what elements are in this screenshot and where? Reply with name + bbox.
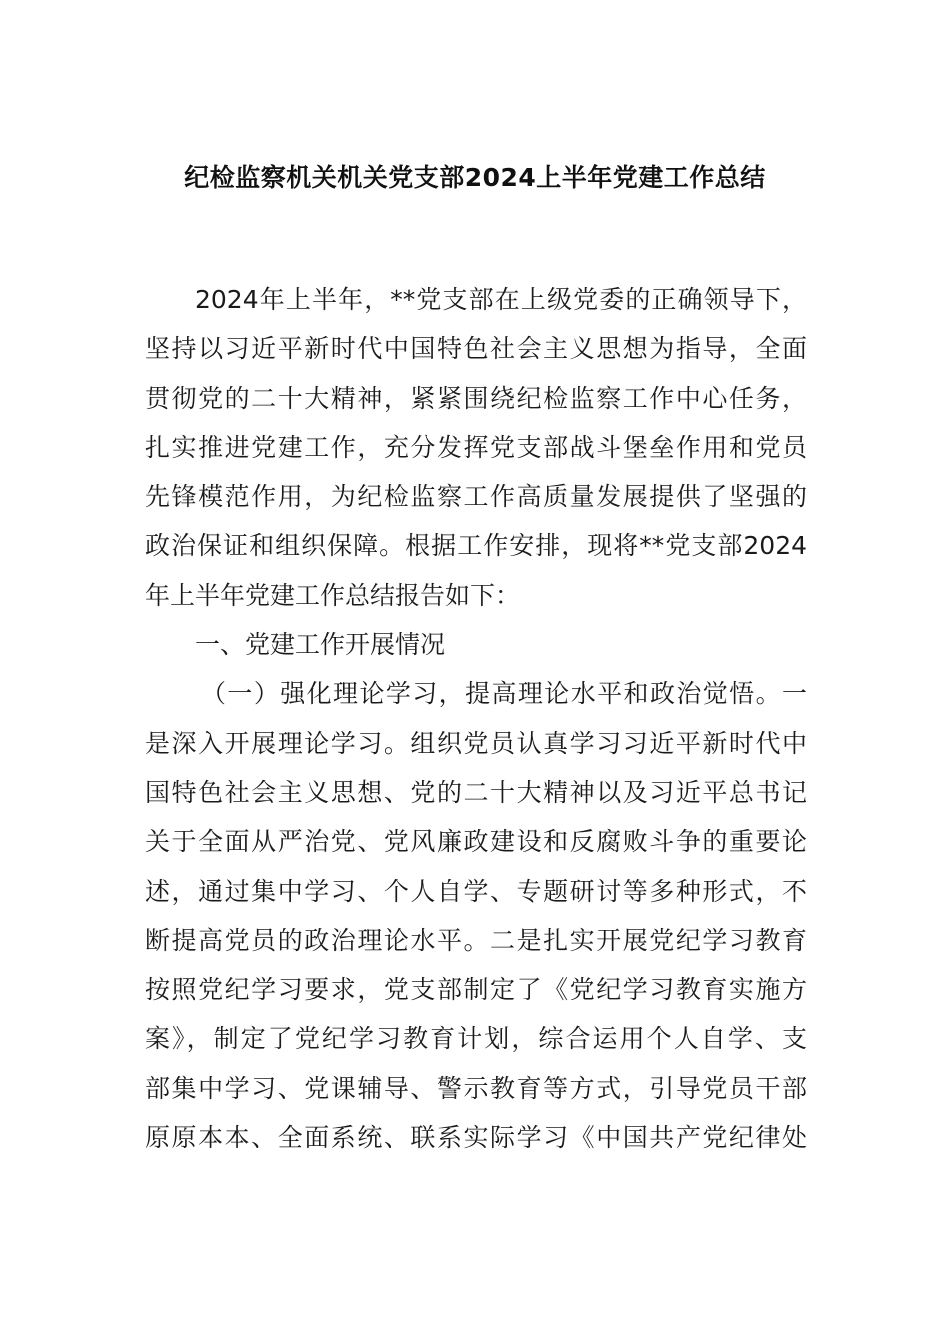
paragraph-line: 关于全面从严治党、党风廉政建设和反腐败斗争的重要论 [145, 827, 807, 857]
paragraph-line: 政治保证和组织保障。根据工作安排，现将**党支部2024 [145, 531, 808, 561]
section-heading: 一、党建工作开展情况 [195, 630, 446, 660]
document-body [145, 275, 807, 1162]
paragraph-line: 2024年上半年，**党支部在上级党委的正确领导下， [195, 285, 807, 314]
paragraph-line: 坚持以习近平新时代中国特色社会主义思想为指导，全面 [145, 334, 807, 364]
paragraph-line: 断提高党员的政治理论水平。二是扎实开展党纪学习教育 [145, 925, 807, 955]
paragraph-line: 是深入开展理论学习。组织党员认真学习习近平新时代中 [145, 728, 807, 758]
paragraph-line: 部集中学习、党课辅导、警示教育等方式，引导党员干部 [145, 1073, 807, 1103]
paragraph-line: 案》，制定了党纪学习教育计划，综合运用个人自学、支 [145, 1024, 807, 1054]
paragraph-line: 先锋模范作用，为纪检监察工作高质量发展提供了坚强的 [145, 482, 807, 512]
document-title: 纪检监察机关机关党支部2024上半年党建工作总结 [184, 163, 766, 192]
paragraph-line: 贯彻党的二十大精神，紧紧围绕纪检监察工作中心任务， [145, 383, 807, 413]
paragraph-line: 述，通过集中学习、个人自学、专题研讨等多种形式，不 [145, 876, 807, 906]
paragraph-line: （一）强化理论学习，提高理论水平和政治觉悟。一 [201, 679, 807, 709]
paragraph-line: 扎实推进党建工作，充分发挥党支部战斗堡垒作用和党员 [145, 432, 807, 462]
paragraph-line: 按照党纪学习要求，党支部制定了《党纪学习教育实施方 [145, 975, 807, 1005]
paragraph-line: 原原本本、全面系统、联系实际学习《中国共产党纪律处 [145, 1123, 807, 1153]
paragraph-line: 年上半年党建工作总结报告如下： [145, 580, 521, 610]
paragraph-line: 国特色社会主义思想、党的二十大精神以及习近平总书记 [145, 777, 807, 807]
